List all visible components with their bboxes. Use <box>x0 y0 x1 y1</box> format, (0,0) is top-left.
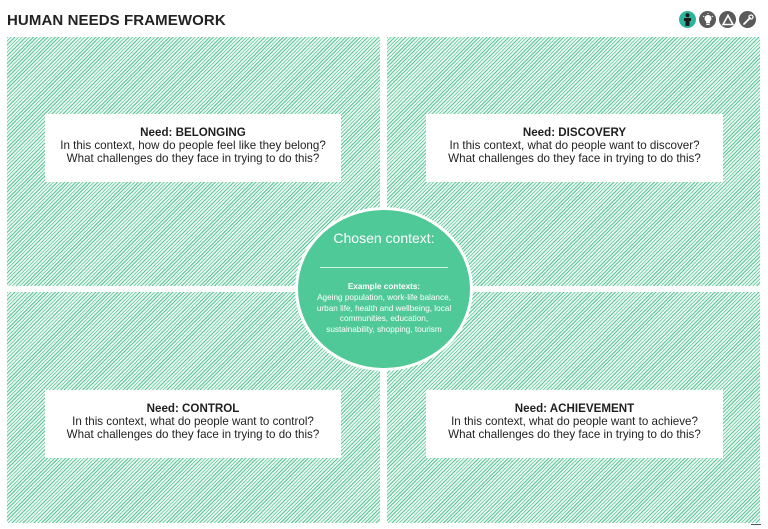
triangle-icon[interactable] <box>719 11 736 28</box>
need-card-belonging <box>45 114 341 182</box>
corner-mark <box>751 524 761 525</box>
need-question: In this context, what do people want to achieve? <box>451 415 698 428</box>
context-title: Chosen context: <box>333 230 435 246</box>
need-question: In this context, how do people feel like they belong? <box>60 139 326 152</box>
need-card-control <box>45 390 341 458</box>
header-icons <box>679 11 756 28</box>
person-icon[interactable] <box>679 11 696 28</box>
need-challenge: What challenges do they face in trying to do this? <box>448 152 701 165</box>
tools-icon[interactable] <box>739 11 756 28</box>
need-card-achievement <box>426 390 723 458</box>
page-title: HUMAN NEEDS FRAMEWORK <box>7 12 226 29</box>
need-question: In this context, what do people want to control? <box>72 415 314 428</box>
context-circle[interactable] <box>298 210 470 368</box>
need-label: Need: ACHIEVEMENT <box>514 402 635 415</box>
need-label: Need: DISCOVERY <box>522 126 627 139</box>
need-challenge: What challenges do they face in trying to do this? <box>66 152 320 165</box>
need-label: Need: BELONGING <box>140 126 246 139</box>
context-divider <box>320 267 448 268</box>
need-label: Need: CONTROL <box>146 402 240 415</box>
lightbulb-icon[interactable] <box>699 11 716 28</box>
examples-body: Ageing population, work-life balance, urban life, health and wellbeing, local communities, education, sustainability, shopping, tourism <box>316 293 452 334</box>
need-challenge: What challenges do they face in trying to do this? <box>66 428 320 441</box>
examples-heading: Example contexts: <box>347 282 421 291</box>
need-challenge: What challenges do they face in trying to do this? <box>448 428 701 441</box>
need-card-discovery <box>426 114 723 182</box>
need-question: In this context, what do people want to discover? <box>449 139 700 152</box>
